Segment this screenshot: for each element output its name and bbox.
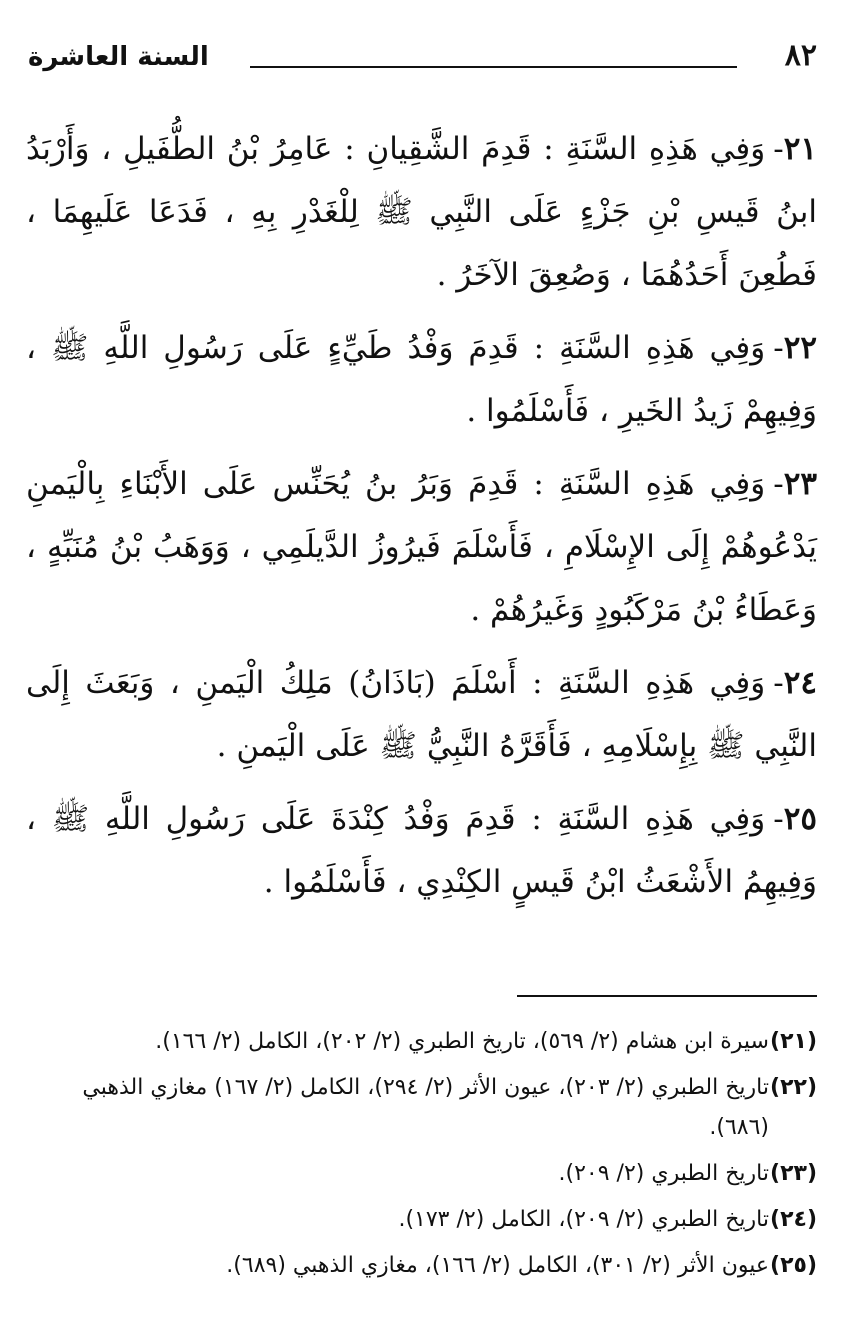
footnotes [26, 1022, 817, 1292]
entry-24 [26, 652, 817, 778]
entry-text: وَفِي هَذِهِ السَّنَةِ : قَدِمَ وَفْدُ كِنْدَةَ عَلَى رَسُولِ اللَّهِ ﷺ ، وَفِيهِمُ الأَشْعَثُ ابْنُ قَيسٍ الكِنْدِي ، فَأَسْلَمُوا . [26, 801, 817, 900]
entry-dash: - [773, 466, 784, 502]
page-number: ٨٢ [784, 38, 817, 73]
entry-text: وَفِي هَذِهِ السَّنَةِ : قَدِمَ وَبَرُ بنُ يُحَنِّس عَلَى الأَبْنَاءِ بِالْيَمنِ يَدْعُوهُمْ إِلَى الإِسْلَامِ ، فَأَسْلَمَ فَيرُوزُ الدَّيلَمِي ، وَوَهَبُ بْنُ مُنَبِّهٍ ، وَعَطَاءُ بْنُ مَرْكَبُودٍ وَغَيرُهُمْ . [26, 466, 818, 628]
footnote-text: تاريخ الطبري (٢/ ٢٠٣)، عيون الأثر (٢/ ٢٩٤)، الكامل (٢/ ١٦٧) مغازي الذهبي (٦٨٦). [82, 1075, 769, 1140]
entry-dash: - [773, 330, 784, 366]
entry-dash: - [773, 665, 784, 701]
entry-number: ٢٣ [783, 466, 817, 502]
footnote-number: (٢١) [770, 1029, 817, 1054]
footnote-21 [26, 1022, 817, 1062]
footnote-text: تاريخ الطبري (٢/ ٢٠٩)، الكامل (٢/ ١٧٣). [398, 1207, 769, 1232]
footnote-text: عيون الأثر (٢/ ٣٠١)، الكامل (٢/ ١٦٦)، مغازي الذهبي (٦٨٩). [226, 1253, 769, 1278]
chapter-title: السنة العاشرة [28, 42, 209, 72]
footnote-separator [517, 995, 817, 997]
entry-text: وَفِي هَذِهِ السَّنَةِ : قَدِمَ وَفْدُ طَيِّءٍ عَلَى رَسُولِ اللَّهِ ﷺ ، وَفِيهِمْ زَيدُ الخَيرِ ، فَأَسْلَمُوا . [26, 330, 817, 429]
entry-dash: - [773, 801, 784, 837]
entry-number: ٢١ [783, 131, 817, 167]
footnote-number: (٢٢) [770, 1075, 817, 1100]
entry-25 [26, 788, 817, 914]
entry-21 [26, 118, 817, 307]
entry-dash: - [773, 131, 784, 167]
entry-number: ٢٥ [783, 801, 817, 837]
footnote-23 [26, 1154, 817, 1194]
footnote-22 [26, 1068, 817, 1148]
footnote-24 [26, 1200, 817, 1240]
entry-text: وَفِي هَذِهِ السَّنَةِ : قَدِمَ الشَّقِيانِ : عَامِرُ بْنُ الطُّفَيلِ ، وَأَرْبَدُ ابنُ قَيسِ بْنِ جَزْءٍ عَلَى النَّبِي ﷺ لِلْغَدْرِ بِهِ ، فَدَعَا عَلَيهِمَا ، فَطُعِنَ أَحَدُهُمَا ، وَصُعِقَ الآخَرُ . [26, 131, 817, 293]
footnote-text: تاريخ الطبري (٢/ ٢٠٩). [558, 1161, 769, 1186]
footnote-number: (٢٣) [770, 1161, 817, 1186]
entry-number: ٢٢ [783, 330, 817, 366]
page-header [28, 36, 817, 86]
entry-number: ٢٤ [783, 665, 817, 701]
entry-23 [26, 453, 817, 642]
header-rule [250, 66, 737, 68]
entry-22 [26, 317, 817, 443]
footnote-25 [26, 1246, 817, 1286]
footnote-number: (٢٤) [770, 1207, 817, 1232]
entry-text: وَفِي هَذِهِ السَّنَةِ : أَسْلَمَ (بَاذَانُ) مَلِكُ الْيَمنِ ، وَبَعَثَ إِلَى النَّبِي ﷺ بِإِسْلَامِهِ ، فَأَقَرَّهُ النَّبِيُّ ﷺ عَلَى الْيَمنِ . [26, 665, 817, 764]
footnote-number: (٢٥) [770, 1253, 817, 1278]
main-text [26, 118, 817, 924]
footnote-text: سيرة ابن هشام (٢/ ٥٦٩)، تاريخ الطبري (٢/ ٢٠٢)، الكامل (٢/ ١٦٦). [155, 1029, 769, 1054]
